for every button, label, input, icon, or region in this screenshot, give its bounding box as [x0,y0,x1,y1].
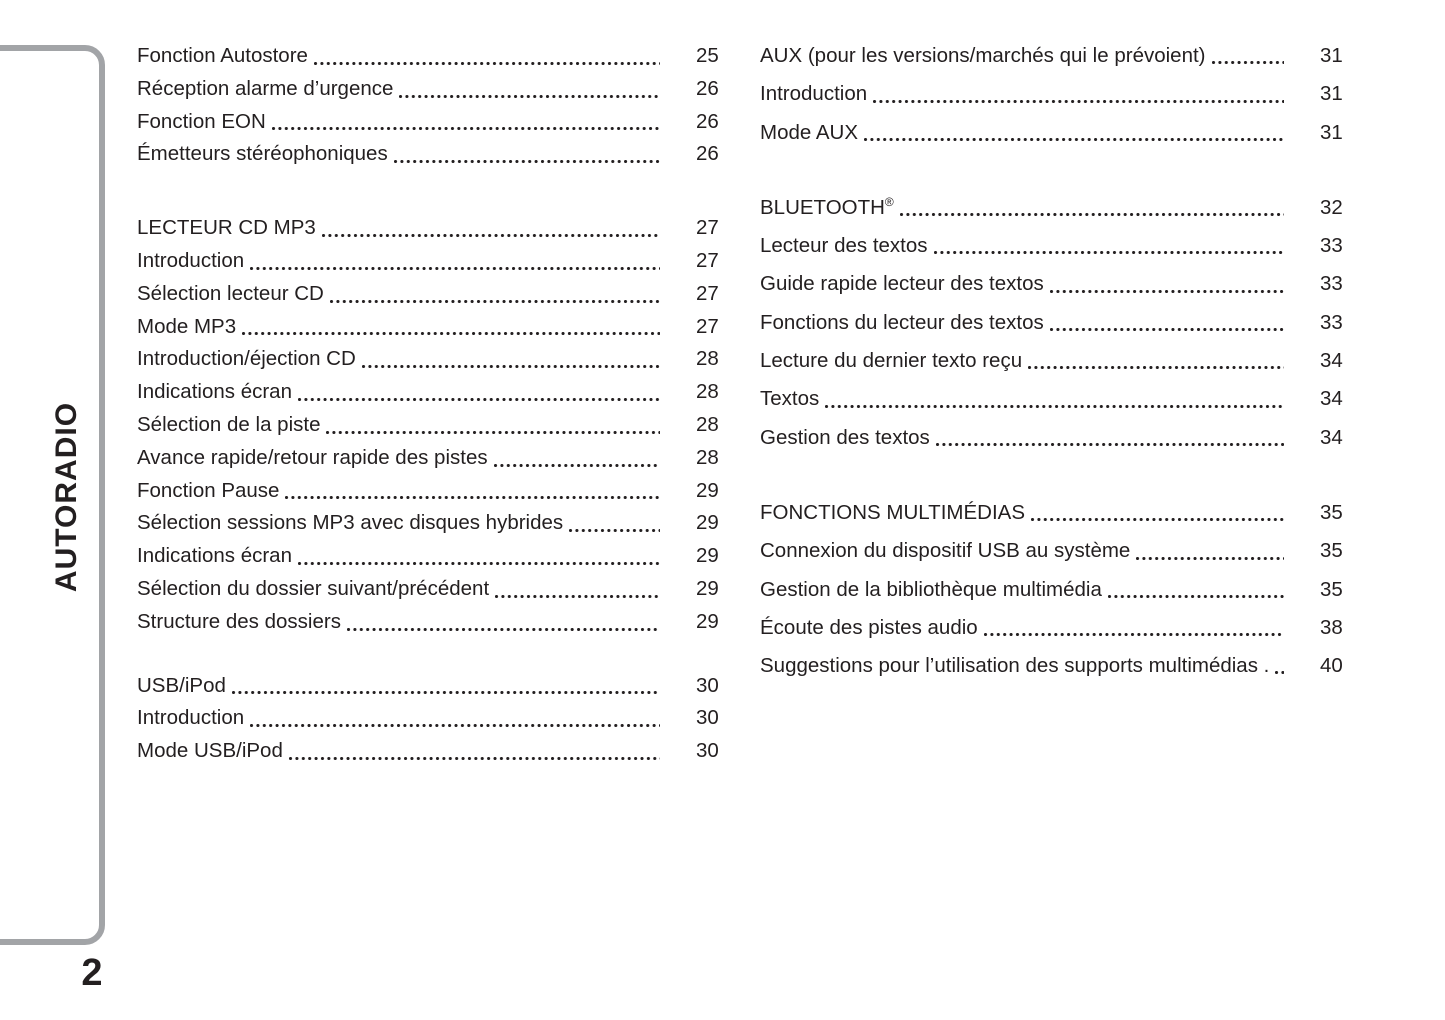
toc-entry-label: LECTEUR CD MP3 [137,216,316,240]
toc-leader-dots [1106,571,1284,609]
toc-entry-label: Sélection de la piste [137,412,321,436]
page-number: 2 [81,952,103,994]
toc-entry-label: Connexion du dispositif USB au système [760,539,1131,563]
toc-entry-label: Sélection lecteur CD [137,281,324,305]
toc-entry-page-number: 30 [696,673,719,697]
toc-entry-label: Lecture du dernier texto reçu [760,349,1023,373]
toc-entry [760,609,1346,647]
toc-entry [760,75,1346,113]
toc-entry [137,606,722,639]
toc-entry [137,376,722,409]
toc-entry [760,494,1346,532]
toc-entry-label: Lecteur des textos [760,234,928,258]
toc-entry-label: Fonction EON [137,109,266,133]
toc-entry-label: Sélection du dossier suivant/précédent [137,576,490,600]
toc-entry-page-number: 28 [696,347,719,371]
toc-leader-dots [287,735,660,768]
toc-entry-page-number: 34 [1320,425,1343,449]
toc-entry-page-number: 29 [696,576,719,600]
toc-entry-page-number: 27 [696,248,719,272]
toc-entry-label: Introduction [760,82,868,106]
toc-leader-dots [567,507,660,540]
toc-entry [760,419,1346,457]
toc-entry [137,245,722,278]
toc-leader-dots [871,75,1284,113]
toc-section [137,212,722,638]
toc-entry-label: Sélection sessions MP3 avec disques hybrides [137,511,564,535]
toc-leader-dots [1029,494,1284,532]
toc-leader-dots [345,606,660,639]
toc-entry-page-number: 40 [1320,654,1343,678]
toc-entry [137,40,722,73]
toc-entry-label: Mode AUX [760,120,858,144]
toc-column-left [137,40,722,768]
toc-entry-label: Introduction/éjection CD [137,347,356,371]
toc-leader-dots [248,702,660,735]
toc-leader-dots [240,311,660,344]
toc-entry [137,735,722,768]
toc-entry [760,342,1346,380]
toc-entry-label: Émetteurs stéréophoniques [137,142,388,166]
toc-leader-dots [823,380,1284,418]
toc-entry-page-number: 28 [696,445,719,469]
toc-leader-dots [1026,342,1284,380]
toc-leader-dots [1273,647,1284,685]
toc-leader-dots [1048,265,1284,303]
toc-entry [760,189,1346,227]
toc-entry-page-number: 34 [1320,387,1343,411]
toc-entry [137,507,722,540]
toc-entry-label: Suggestions pour l’utilisation des supports multimédias . [760,654,1270,678]
toc-entry [760,114,1346,152]
toc-leader-dots [397,73,660,106]
toc-entry-page-number: 29 [696,609,719,633]
toc-entry [137,409,722,442]
sidebar-chapter-label: AUTORADIO [50,401,83,593]
toc-entry [760,380,1346,418]
toc-leader-dots [296,540,660,573]
toc-entry-page-number: 29 [696,511,719,535]
toc-leader-dots [493,573,660,606]
toc-entry [760,647,1346,685]
toc-entry-label: AUX (pour les versions/marchés qui le prévoient) [760,44,1206,67]
toc-entry-label: Textos [760,387,820,411]
toc-entry [760,227,1346,265]
toc-entry-label: Structure des dossiers [137,609,341,633]
toc-leader-dots [932,227,1284,265]
toc-entry-page-number: 32 [1320,195,1343,219]
toc-leader-dots [283,475,660,508]
toc-entry-page-number: 33 [1320,272,1343,296]
toc-entry [137,138,722,171]
toc-section [760,189,1346,457]
toc-entry [760,265,1346,303]
toc-leader-dots [898,189,1284,227]
toc-entry [760,571,1346,609]
toc-leader-dots [296,376,660,409]
toc-section [760,494,1346,685]
toc-entry-page-number: 26 [696,142,719,166]
toc-column-right [760,37,1346,685]
toc-entry-label: Indications écran [137,380,292,404]
toc-entry [137,540,722,573]
toc-leader-dots [270,106,660,139]
toc-entry-label: Avance rapide/retour rapide des pistes [137,445,488,469]
toc-entry [137,670,722,703]
toc-entry-page-number: 31 [1320,120,1343,144]
toc-entry [137,573,722,606]
toc-leader-dots [1210,37,1285,75]
toc-entry [137,278,722,311]
toc-leader-dots [312,40,660,73]
toc-entry-label: Introduction [137,706,245,730]
toc-entry-page-number: 27 [696,281,719,305]
toc-section [137,40,722,171]
toc-entry-label: Mode MP3 [137,314,237,338]
toc-entry [760,532,1346,570]
toc-entry-label: Fonctions du lecteur des textos [760,310,1044,334]
toc-leader-dots [492,442,660,475]
toc-entry-label: Mode USB/iPod [137,739,283,763]
toc-entry [137,106,722,139]
toc-entry-page-number: 28 [696,380,719,404]
toc-entry [137,442,722,475]
toc-entry-label: FONCTIONS MULTIMÉDIAS [760,500,1025,524]
toc-entry-label: BLUETOOTH® [760,194,894,219]
toc-entry-page-number: 27 [696,216,719,240]
toc-leader-dots [320,212,660,245]
toc-leader-dots [392,138,660,171]
toc-entry [137,475,722,508]
toc-leader-dots [324,409,660,442]
toc-entry [137,343,722,376]
registered-trademark-symbol: ® [884,194,894,209]
toc-entry-label: Fonction Pause [137,478,280,502]
toc-entry [760,37,1346,75]
toc-entry-page-number: 26 [696,109,719,133]
toc-entry-label: Gestion des textos [760,425,930,449]
toc-entry-page-number: 25 [696,44,719,67]
toc-entry-label: Gestion de la bibliothèque multimédia [760,577,1102,601]
toc-leader-dots [1048,304,1284,342]
toc-entry-label: Écoute des pistes audio [760,615,978,639]
toc-section [137,670,722,768]
toc-leader-dots [360,343,660,376]
toc-entry-page-number: 38 [1320,615,1343,639]
toc-entry-label: USB/iPod [137,673,226,697]
toc-entry [760,304,1346,342]
toc-entry-page-number: 31 [1320,44,1343,67]
toc-leader-dots [862,114,1284,152]
toc-entry [137,311,722,344]
toc-entry-label: Réception alarme d’urgence [137,76,394,100]
toc-entry-page-number: 30 [696,706,719,730]
toc-entry-page-number: 26 [696,76,719,100]
toc-entry-page-number: 30 [696,739,719,763]
toc-leader-dots [328,278,660,311]
toc-leader-dots [982,609,1284,647]
toc-entry-label: Introduction [137,248,245,272]
toc-leader-dots [230,670,660,703]
toc-entry-page-number: 33 [1320,234,1343,258]
toc-entry-label: Indications écran [137,544,292,568]
toc-entry-page-number: 31 [1320,82,1343,106]
toc-entry-page-number: 34 [1320,349,1343,373]
toc-entry [137,212,722,245]
toc-entry-label: Fonction Autostore [137,44,308,67]
toc-entry [137,702,722,735]
toc-leader-dots [248,245,660,278]
toc-entry-label: Guide rapide lecteur des textos [760,272,1044,296]
toc-entry-page-number: 33 [1320,310,1343,334]
toc-leader-dots [1134,532,1284,570]
toc-entry-page-number: 29 [696,478,719,502]
toc-entry [137,73,722,106]
toc-section [760,37,1346,152]
toc-entry-page-number: 35 [1320,577,1343,601]
toc-entry-page-number: 27 [696,314,719,338]
toc-entry-page-number: 28 [696,412,719,436]
toc-leader-dots [934,419,1284,457]
toc-entry-page-number: 35 [1320,500,1343,524]
toc-entry-page-number: 29 [696,544,719,568]
toc-entry-page-number: 35 [1320,539,1343,563]
